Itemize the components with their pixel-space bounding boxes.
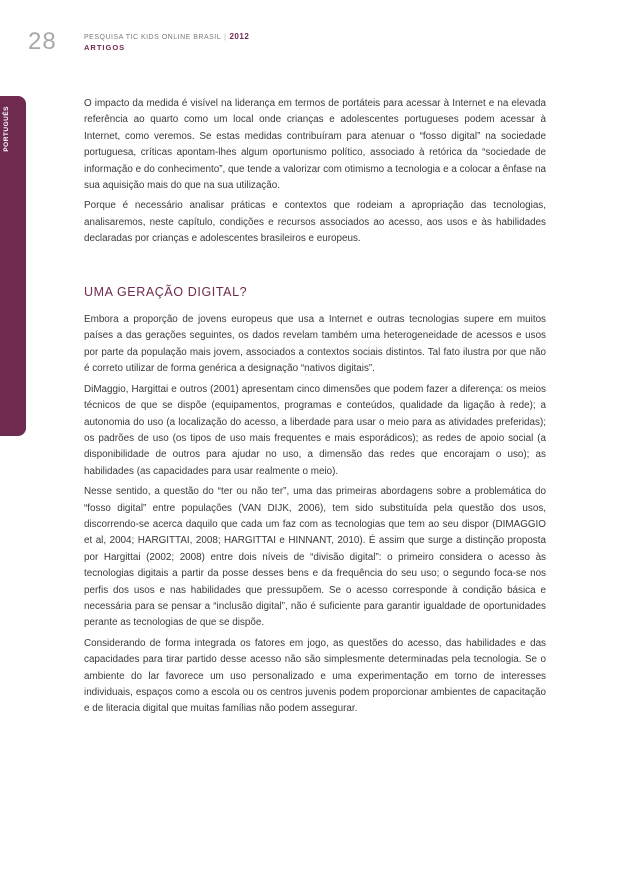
language-tab-label: PORTUGUÊS [3,106,10,152]
publication-title: PESQUISA TIC KIDS ONLINE BRASIL [84,34,222,41]
publication-line [84,32,249,41]
paragraph: Considerando de forma integrada os fatores em jogo, as questões do acesso, das habilidades e das capacidades para tirar partido desse acesso não são simplesmente determinadas pela tecnologia. Se o ambiente do lar favorece um uso personalizado e uma experimentação em torno de interesses individuais, espaços como a escola ou os centros juvenis podem proporcionar ambientes de capacitação e de literacia digital que muitas famílias não podem assegurar. [84,637,546,715]
paragraph: Embora a proporção de jovens europeus que usa a Internet e outras tecnologias supere em muitos países a das gerações seguintes, os dados revelam também uma heterogeneidade de acessos e usos por parte da população mais jovem, associados a contextos sociais distintos. Tal fato ilustra por que não é correto utilizar de forma genérica a designação “nativos digitais”. [84,314,546,375]
page-number: 28 [28,28,57,55]
section-label: ARTIGOS [84,43,126,52]
language-tab [0,96,26,436]
section-heading: UMA GERAÇÃO DIGITAL? [84,284,248,299]
paragraph: DiMaggio, Hargittai e outros (2001) apresentam cinco dimensões que podem fazer a diferença: os meios técnicos de que se dispõe (equipamentos, programas e conteúdos, qualidade da ligação à rede); a autonomia do uso (a localização do acesso, a liberdade para usar o meio para as atividades preferidas); os padrões de uso (os tipos de uso mais frequentes e mais esporádicos); as redes de apoio social (a disponibilidade de outros para ajudar no uso, a dimensão das redes que encorajam o uso); as habilidades (as capacidades para usar realmente o meio). [84,383,546,477]
publication-year: 2012 [229,32,250,41]
paragraph: O impacto da medida é visível na liderança em termos de portáteis para acessar à Internet e na elevada referência ao quarto como um local onde crianças e adolescentes portugueses podem acessar à Internet, como veremos. Se estas medidas contribuíram para atenuar o “fosso digital” na sociedade portuguesa, críticas apontam-lhes algum oportunismo político, associado à retórica da “sociedade de informação e do conhecimento”, que tende a valorizar com otimismo a tecnologia e a colocar a ênfase na sua aquisição mais do que na sua utilização. [84,98,546,192]
running-header [84,32,249,52]
paragraph: Nesse sentido, a questão do “ter ou não ter”, uma das primeiras abordagens sobre a problemática do “fosso digital” entre populações (VAN DIJK, 2006), tem sido substituída pela questão dos usos, discorrendo-se acerca daquilo que cada um faz com as tecnologias que tem ao seu dispor (DIMAGGIO et al, 2004; HARGITTAI, 2008; HARGITTAI e HINNANT, 2010). É assim que surge a distinção proposta por Hargittai (2002; 2008) entre dois níveis de “divisão digital”: o primeiro considera o acesso às tecnologias digitais a partir da posse desses bens e da frequência do seu uso; o segundo foca-se nos perfis dos usos e nas habilidades que pressupõem. Se o acesso corresponde à condição básica e necessária para se pensar a “inclusão digital”, não é suficiente para garantir igualdade de oportunidades perante as tecnologias de que se dispõe. [84,486,546,629]
paragraph: Porque é necessário analisar práticas e contextos que rodeiam a apropriação das tecnologias, analisaremos, neste capítulo, condições e recursos associados ao acesso, aos usos e às habilidades declaradas por crianças e adolescentes brasileiros e europeus. [84,200,546,245]
article-body [84,96,546,722]
header-separator: | [224,34,227,41]
